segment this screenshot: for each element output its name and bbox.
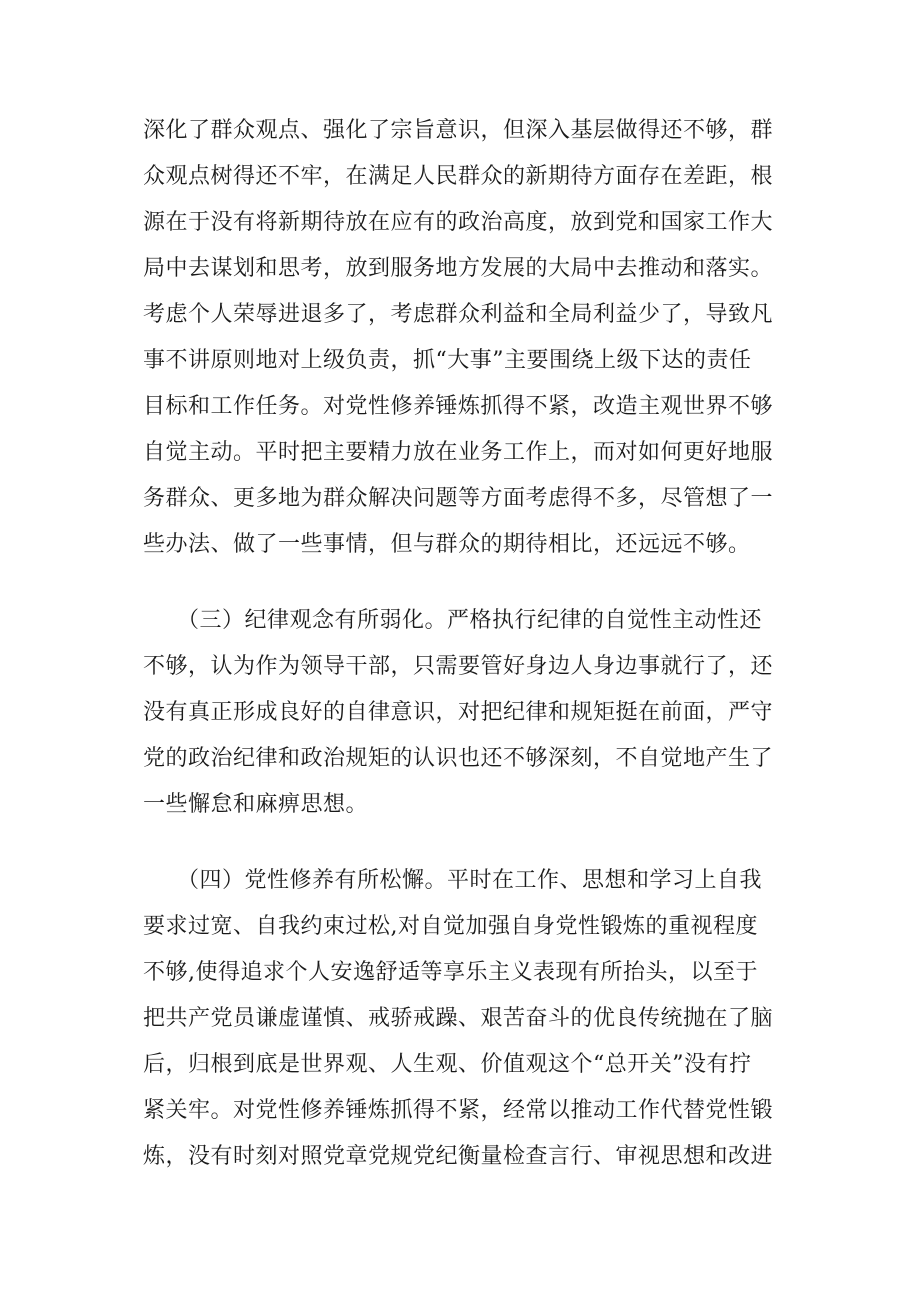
text-line: 自觉主动。平时把主要精力放在业务工作上，而对如何更好地服 <box>143 440 774 465</box>
text-line: （四）党性修养有所松懈。平时在工作、思想和学习上自我 <box>143 868 763 893</box>
text-line: 一些懈怠和麻痹思想。 <box>143 792 369 817</box>
paragraph-party-spirit <box>143 858 783 1180</box>
paragraph-spacer <box>143 568 783 598</box>
document-body <box>143 108 783 1180</box>
text-line: 要求过宽、自我约束过松,对自觉加强自身党性锻炼的重视程度 <box>143 914 758 939</box>
text-line: 源在于没有将新期待放在应有的政治高度，放到党和国家工作大 <box>143 210 774 235</box>
text-line: 党的政治纪律和政治规矩的认识也还不够深刻，不自觉地产生了 <box>143 746 774 771</box>
text-line: 后，归根到底是世界观、人生观、价值观这个“总开关”没有拧 <box>143 1052 752 1077</box>
text-line: 不够，认为作为领导干部，只需要管好身边人身边事就行了，还 <box>143 654 774 679</box>
paragraph-discipline <box>143 598 783 828</box>
text-line: 目标和工作任务。对党性修养锤炼抓得不紧，改造主观世界不够 <box>143 394 774 419</box>
text-line: 不够,使得追求个人安逸舒适等享乐主义表现有所抬头，以至于 <box>143 960 758 985</box>
text-line: 些办法、做了一些事情，但与群众的期待相比，还远远不够。 <box>143 532 751 557</box>
text-line: 没有真正形成良好的自律意识，对把纪律和规矩挺在前面，严守 <box>143 700 774 725</box>
paragraph-spacer <box>143 828 783 858</box>
paragraph-mass-viewpoint <box>143 108 783 568</box>
text-line: 局中去谋划和思考，放到服务地方发展的大局中去推动和落实。 <box>143 256 774 281</box>
text-line: （三）纪律观念有所弱化。严格执行纪律的自觉性主动性还 <box>143 608 763 633</box>
text-line: 考虑个人荣辱进退多了，考虑群众利益和全局利益少了，导致凡 <box>143 302 774 327</box>
text-line: 深化了群众观点、强化了宗旨意识，但深入基层做得还不够，群 <box>143 118 774 143</box>
text-line: 务群众、更多地为群众解决问题等方面考虑得不多，尽管想了一 <box>143 486 774 511</box>
text-line: 把共产党员谦虚谨慎、戒骄戒躁、艰苦奋斗的优良传统抛在了脑 <box>143 1006 774 1031</box>
text-line: 炼，没有时刻对照党章党规党纪衡量检查言行、审视思想和改进 <box>143 1144 774 1169</box>
text-line: 事不讲原则地对上级负责，抓“大事”主要围绕上级下达的责任 <box>143 348 752 373</box>
text-line: 紧关牢。对党性修养锤炼抓得不紧，经常以推动工作代替党性锻 <box>143 1098 774 1123</box>
text-line: 众观点树得还不牢，在满足人民群众的新期待方面存在差距，根 <box>143 164 774 189</box>
